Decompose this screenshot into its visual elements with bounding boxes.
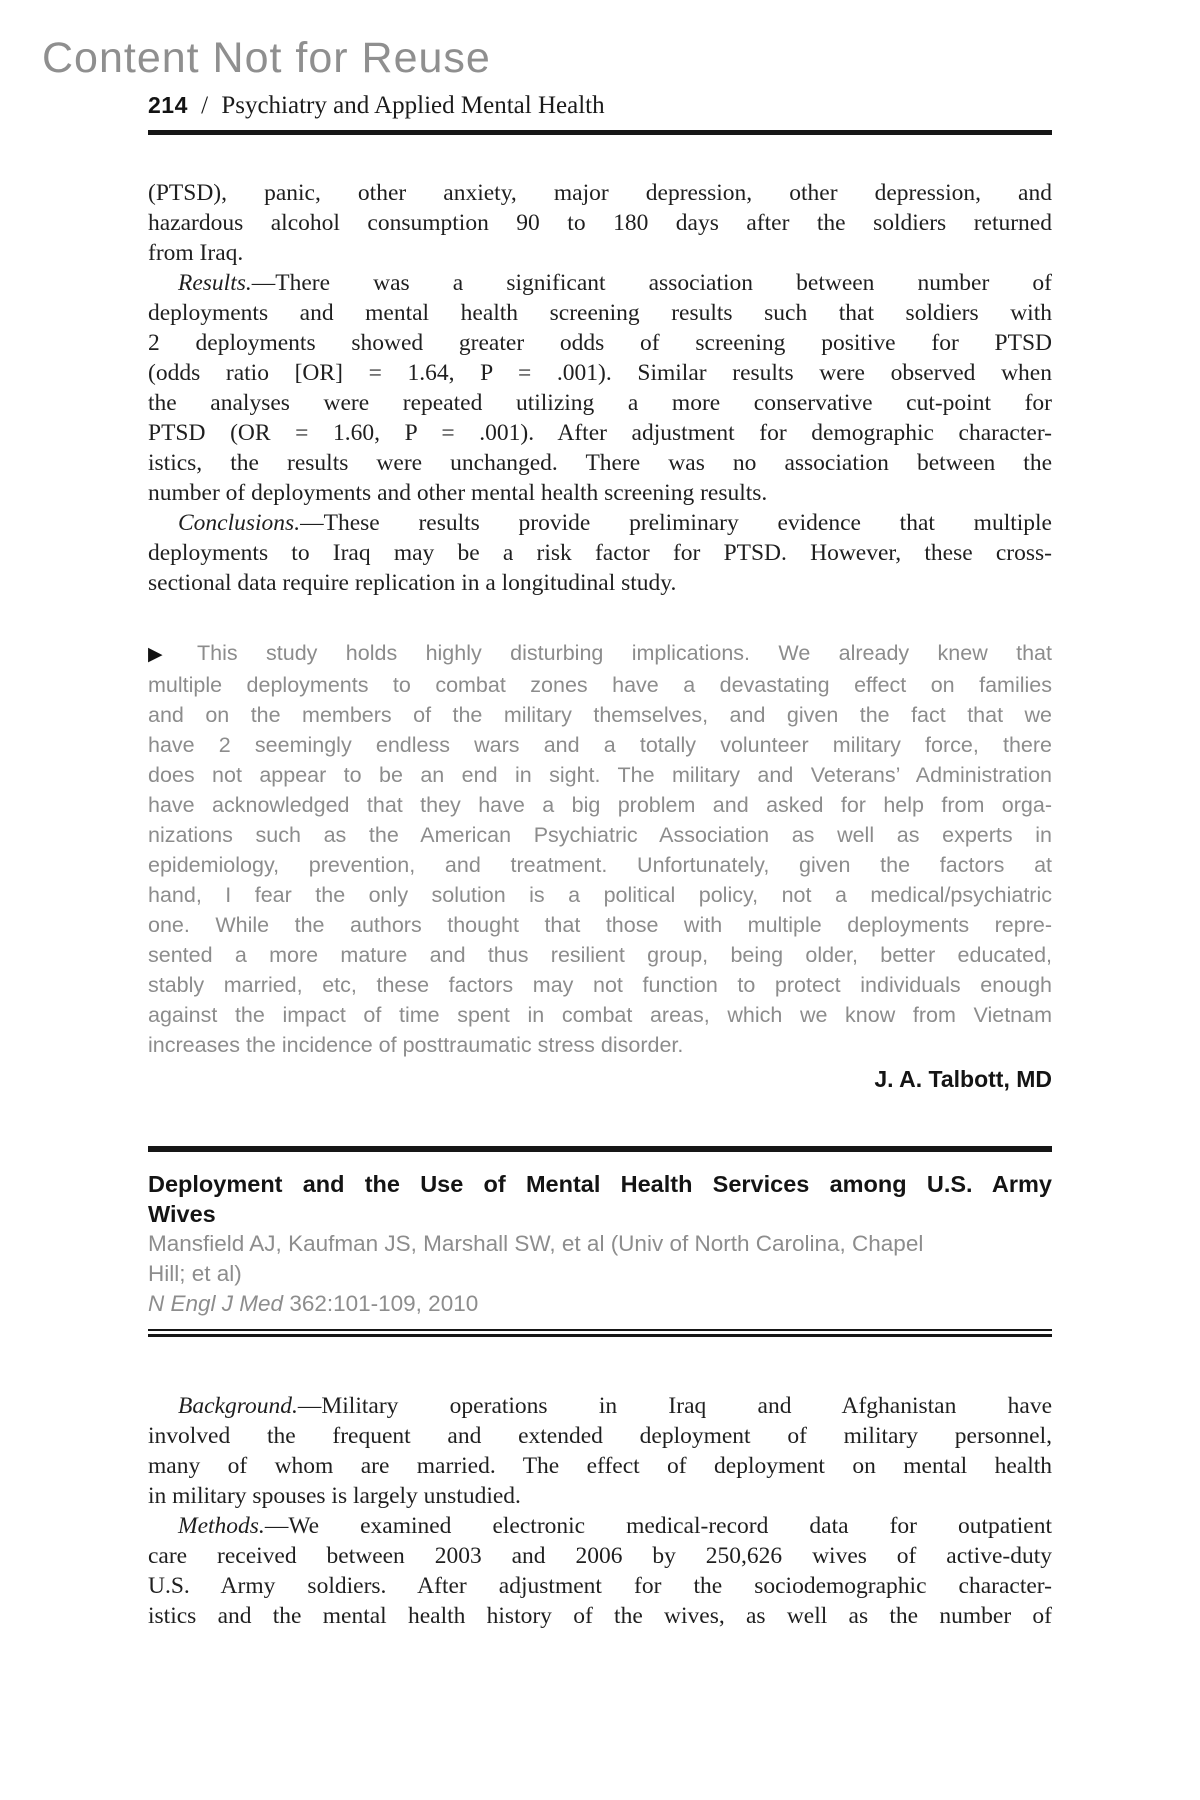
text-line: many of whom are married. The effect of deployment on mental health <box>148 1453 1052 1479</box>
article-bottom-rule <box>148 1329 1052 1337</box>
text-line: does not appear to be an end in sight. The military and Veterans’ Administration <box>148 763 1052 787</box>
methods-first-line <box>148 1511 1052 1541</box>
text-line: increases the incidence of posttraumatic stress disorder. <box>148 1033 684 1057</box>
commentary-first-line <box>148 638 1052 670</box>
text-line: one. While the authors thought that those with multiple deployments repre- <box>148 913 1052 937</box>
text-line: number of deployments and other mental health screening results. <box>148 480 768 506</box>
text-line: against the impact of time spent in combat areas, which we know from Vietnam <box>148 1003 1052 1027</box>
article-authors <box>148 1229 1052 1289</box>
text-segment: —We examined electronic medical-record data for outpatient <box>264 1513 1052 1539</box>
authors-line: Mansfield AJ, Kaufman JS, Marshall SW, et al (Univ of North Carolina, Chapel <box>148 1231 924 1256</box>
text-line: 2 deployments showed greater odds of screening positive for PTSD <box>148 330 1052 356</box>
results-label: Results. <box>178 270 252 296</box>
text-line: deployments and mental health screening results such that soldiers with <box>148 300 1052 326</box>
text-line: the analyses were repeated utilizing a more conservative cut-point for <box>148 390 1052 416</box>
text-line: epidemiology, prevention, and treatment. Unfortunately, given the factors at <box>148 853 1052 877</box>
text-line: sented a more mature and thus resilient group, being older, better educated, <box>148 943 1052 967</box>
section-title: Psychiatry and Applied Mental Health <box>221 92 605 119</box>
text-line: U.S. Army soldiers. After adjustment for the sociodemographic character- <box>148 1573 1052 1599</box>
text-line: and on the members of the military themselves, and given the fact that we <box>148 703 1052 727</box>
text-line: sectional data require replication in a longitudinal study. <box>148 570 677 596</box>
text-line: istics and the mental health history of the wives, as well as the number of <box>148 1603 1052 1629</box>
title-line: Deployment and the Use of Mental Health Services among U.S. Army <box>148 1171 1052 1197</box>
article-abstract <box>148 1391 1052 1631</box>
article-citation <box>148 1289 1052 1319</box>
journal-name: N Engl J Med <box>148 1291 284 1316</box>
text-line: istics, the results were unchanged. There was no association between the <box>148 450 1052 476</box>
text-line: (odds ratio [OR] = 1.64, P = .001). Similar results were observed when <box>148 360 1052 386</box>
abstract-continuation <box>148 178 1052 598</box>
text-line: stably married, etc, these factors may not function to protect individuals enough <box>148 973 1052 997</box>
background-first-line <box>148 1391 1052 1421</box>
citation-details: 362:101-109, 2010 <box>283 1291 479 1316</box>
text-line: hazardous alcohol consumption 90 to 180 days after the soldiers returned <box>148 210 1052 236</box>
running-header <box>148 92 1052 120</box>
text-line: nizations such as the American Psychiatric Association as well as experts in <box>148 823 1052 847</box>
text-line: involved the frequent and extended deployment of military personnel, <box>148 1423 1052 1449</box>
text-line: in military spouses is largely unstudied. <box>148 1483 521 1509</box>
text-line: hand, I fear the only solution is a political policy, not a medical/psychiatric <box>148 883 1052 907</box>
article-top-rule <box>148 1146 1052 1152</box>
triangle-bullet-icon: ▶ <box>148 644 186 665</box>
article-title <box>148 1169 1052 1229</box>
text-segment: —There was a significant association between number of <box>251 270 1052 296</box>
text-line: (PTSD), panic, other anxiety, major depression, other depression, and <box>148 180 1052 206</box>
page-content <box>148 0 1052 1631</box>
conclusions-first-line <box>148 508 1052 538</box>
text-line: have acknowledged that they have a big problem and asked for help from orga- <box>148 793 1052 817</box>
authors-line: Hill; et al) <box>148 1261 242 1286</box>
commentator-signature: J. A. Talbott, MD <box>874 1066 1052 1092</box>
header-separator: / <box>201 92 209 119</box>
header-rule <box>148 130 1052 135</box>
text-line: PTSD (OR = 1.60, P = .001). After adjustment for demographic character- <box>148 420 1052 446</box>
text-line: care received between 2003 and 2006 by 250,626 wives of active-duty <box>148 1543 1052 1569</box>
methods-label: Methods. <box>178 1513 265 1539</box>
expert-commentary <box>148 638 1052 1060</box>
content-not-for-reuse-watermark: Content Not for Reuse <box>42 34 491 82</box>
results-first-line <box>148 268 1052 298</box>
title-line: Wives <box>148 1201 216 1227</box>
text-line: from Iraq. <box>148 240 244 266</box>
conclusions-label: Conclusions. <box>178 510 301 536</box>
text-line: deployments to Iraq may be a risk factor for PTSD. However, these cross- <box>148 540 1052 566</box>
text-segment: This study holds highly disturbing implications. We already knew that <box>197 641 1052 665</box>
text-segment: —Military operations in Iraq and Afghanistan have <box>297 1393 1052 1419</box>
background-label: Background. <box>178 1393 298 1419</box>
text-segment: —These results provide preliminary evidence that multiple <box>300 510 1052 536</box>
text-line: multiple deployments to combat zones have a devastating effect on families <box>148 673 1052 697</box>
text-line: have 2 seemingly endless wars and a totally volunteer military force, there <box>148 733 1052 757</box>
page-number: 214 <box>148 92 188 118</box>
